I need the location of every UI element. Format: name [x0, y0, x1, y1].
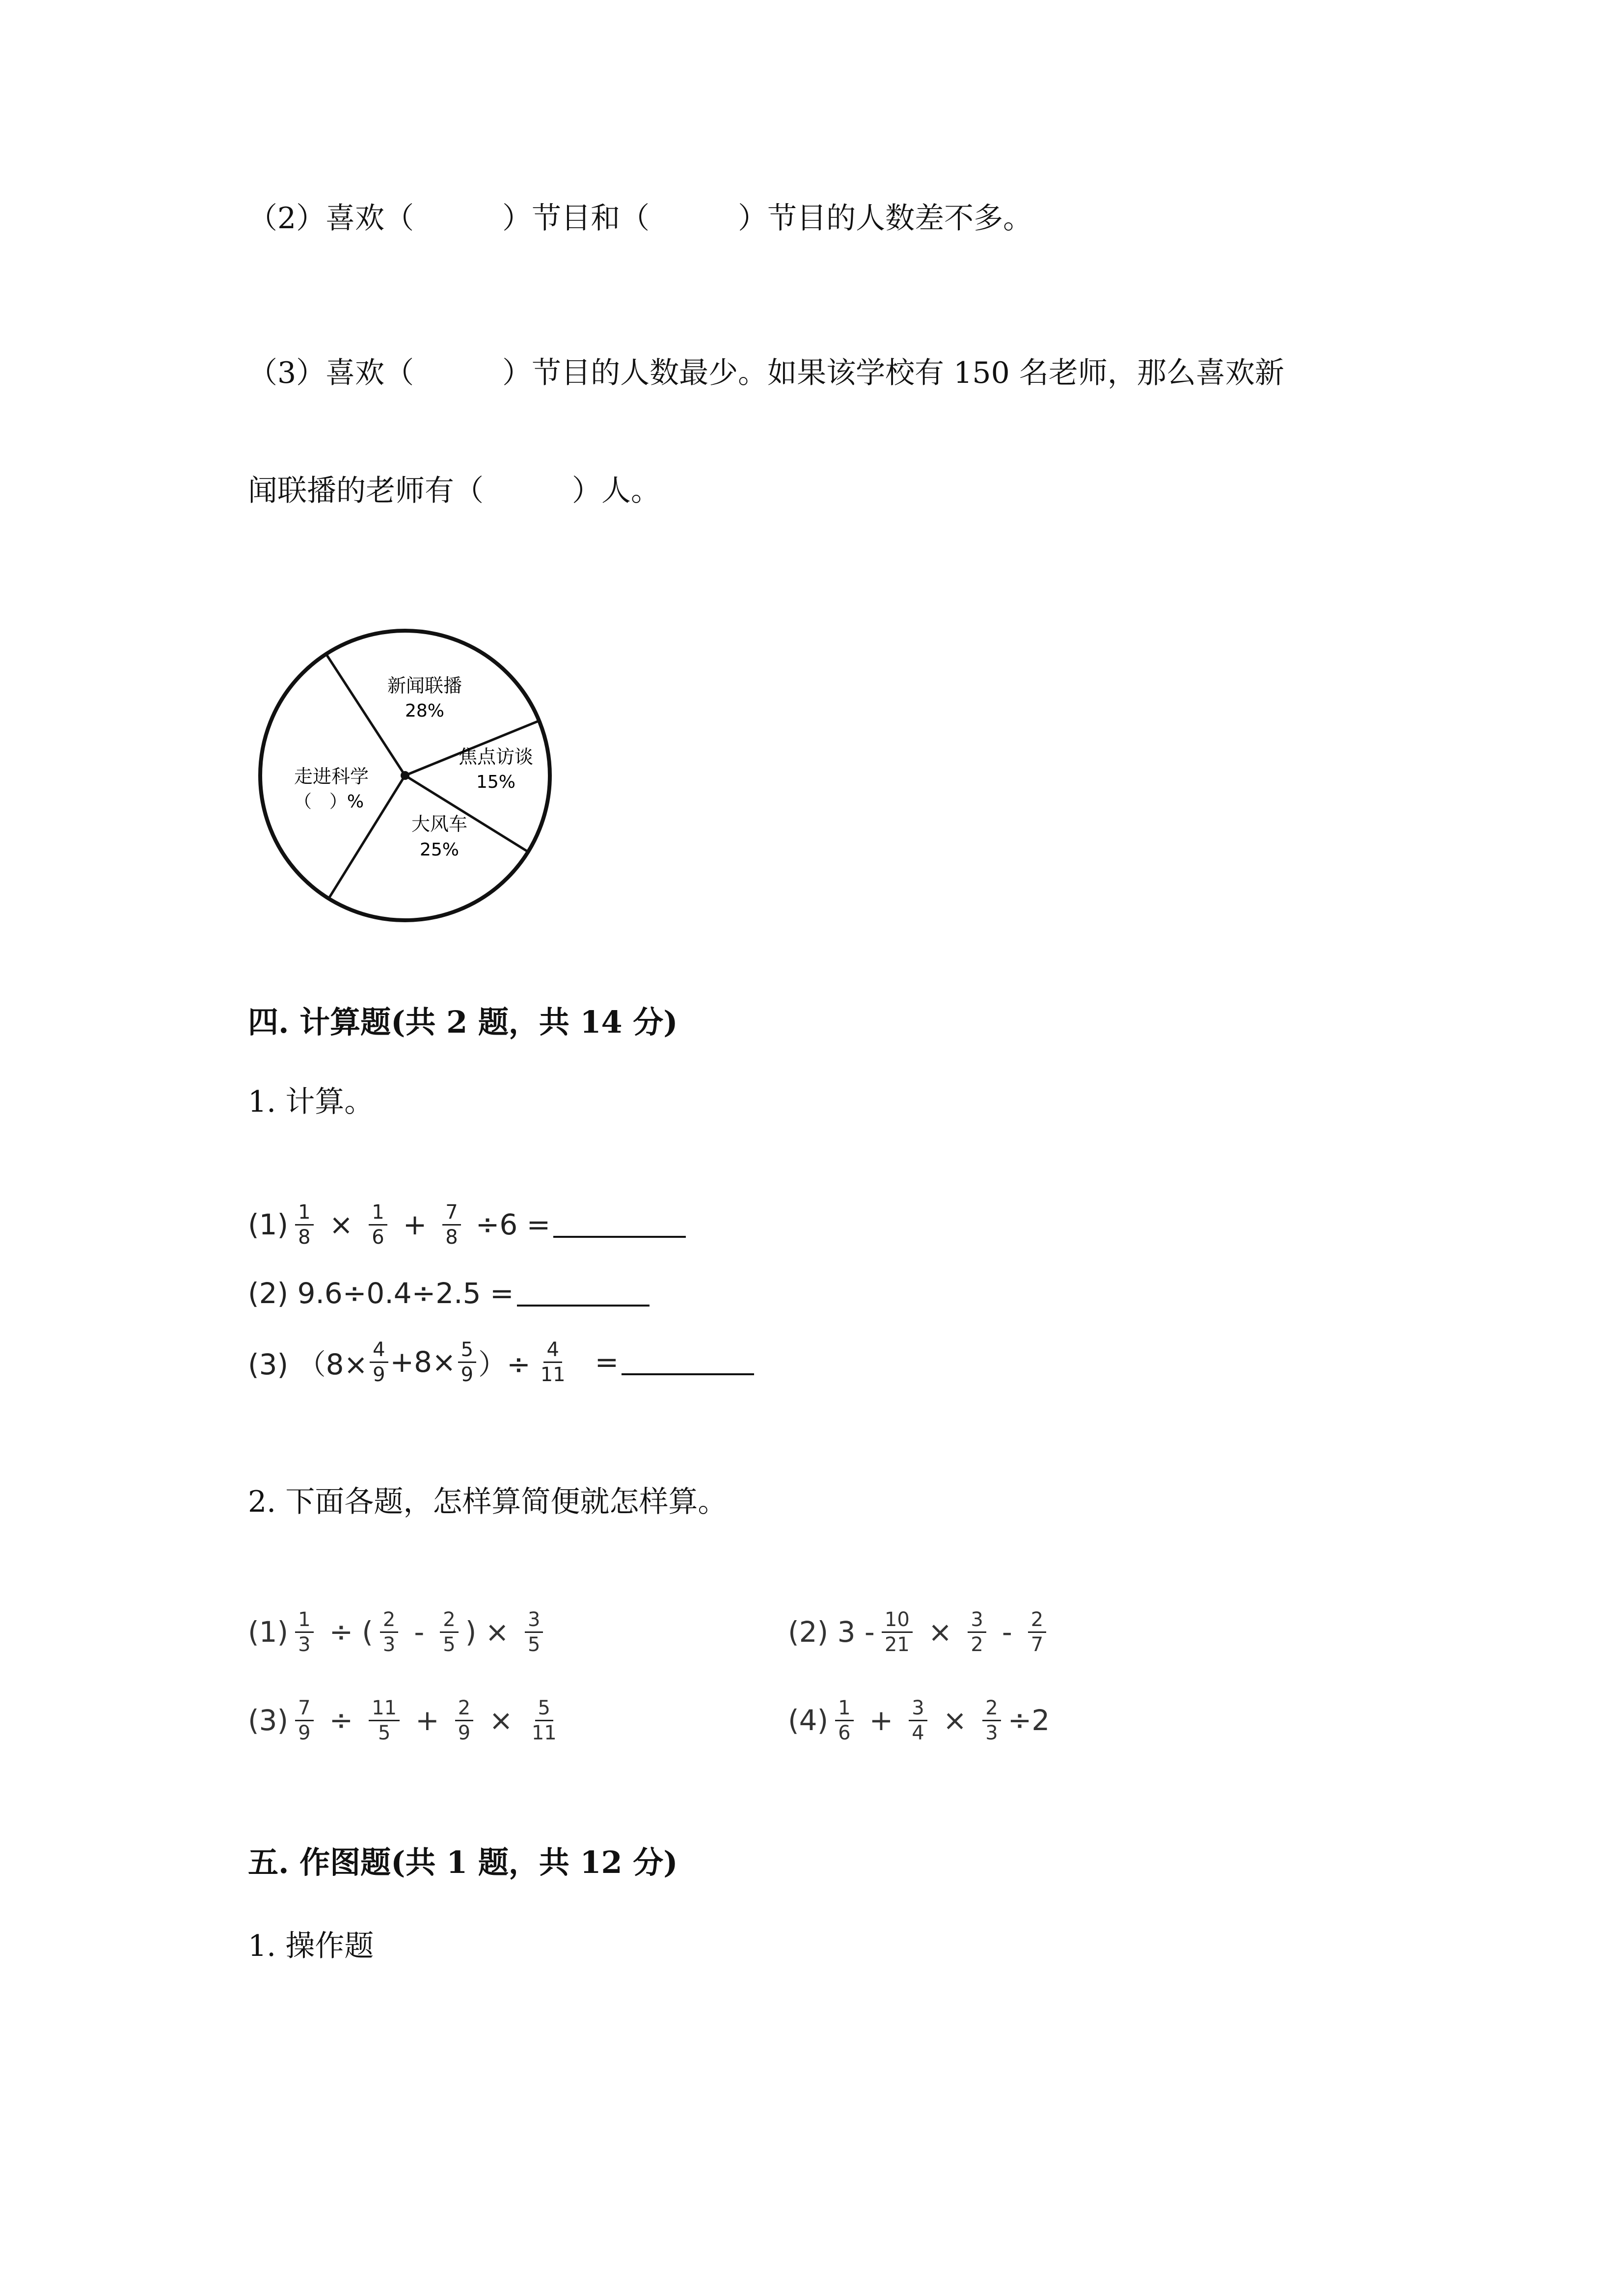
slice-value-dafengche: 25%: [419, 840, 460, 860]
slice-value-jiaodian: 15%: [476, 772, 516, 792]
answer-blank[interactable]: [517, 1280, 650, 1307]
fraction: $\frac{5}{9}$: [458, 1339, 476, 1386]
fraction: $\frac{4}{9}$: [370, 1339, 388, 1386]
simplify-item-2: (2) 3 - $\frac{10}{21}$ × $\frac{3}{2}$ - $\frac{2}{7}$: [788, 1590, 1053, 1674]
slice-value-zoujin: （ ）%: [294, 792, 364, 812]
pie-center-dot: [401, 771, 409, 780]
slice-label-xinwen: 新闻联播: [387, 675, 462, 696]
slice-label-zoujin: 走进科学: [294, 766, 369, 787]
section-5-heading: 五. 作图题(共 1 题，共 12 分): [248, 1844, 678, 1880]
section-4-q2-label: 2. 下面各题，怎样算简便就怎样算。: [248, 1485, 728, 1519]
slice-label-jiaodian: 焦点访谈: [458, 746, 534, 768]
pie-slice-boundary: [326, 654, 405, 775]
section-5-q1-label: 1. 操作题: [248, 1929, 374, 1963]
question-3-part-2: （2）喜欢（ ）节目和（ ）节目的人数差不多。: [248, 201, 1033, 236]
question-3-part-3-line-1: （3）喜欢（ ）节目的人数最少。如果该学校有 150 名老师，那么喜欢新: [248, 356, 1284, 390]
calc-item-1: (1) $\frac{1}{8}$ × $\frac{1}{6}$ + $\frac{7}{8}$ ÷6 =: [248, 1188, 686, 1261]
simplify-item-4: (4) $\frac{1}{6}$ + $\frac{3}{4}$ × $\frac{2}{3}$ ÷2: [788, 1696, 1050, 1744]
question-3-part-3-line-2: 闻联播的老师有（ ）人。: [248, 474, 660, 508]
slice-value-xinwen: 28%: [405, 701, 445, 721]
section-4-q1-label: 1. 计算。: [248, 1085, 374, 1119]
calc-item-3: (3) （8× $\frac{4}{9}$ +8× $\frac{5}{9}$ ）÷ $\frac{4}{11}$ =: [248, 1325, 754, 1399]
calc-item-2: (2) 9.6÷0.4÷2.5 =: [248, 1256, 650, 1330]
section-4-heading: 四. 计算题(共 2 题，共 14 分): [248, 1004, 678, 1040]
answer-blank[interactable]: [622, 1349, 754, 1375]
fraction: $\frac{1}{8}$: [295, 1201, 313, 1248]
simplify-item-3: (3) $\frac{7}{9}$ ÷ $\frac{11}{5}$ + $\frac{2}{9}$ × $\frac{5}{11}$: [248, 1696, 557, 1744]
simplify-item-1: (1) $\frac{1}{3}$ ÷ ( $\frac{2}{3}$ - $\frac{2}{5}$ ) × $\frac{3}{5}$: [248, 1590, 550, 1674]
fraction: $\frac{1}{6}$: [369, 1201, 387, 1248]
pie-chart: [248, 618, 562, 933]
answer-blank[interactable]: [553, 1211, 686, 1238]
fraction: $\frac{7}{8}$: [442, 1201, 460, 1248]
fraction: $\frac{4}{11}$: [540, 1338, 566, 1386]
slice-label-dafengche: 大风车: [411, 813, 468, 835]
